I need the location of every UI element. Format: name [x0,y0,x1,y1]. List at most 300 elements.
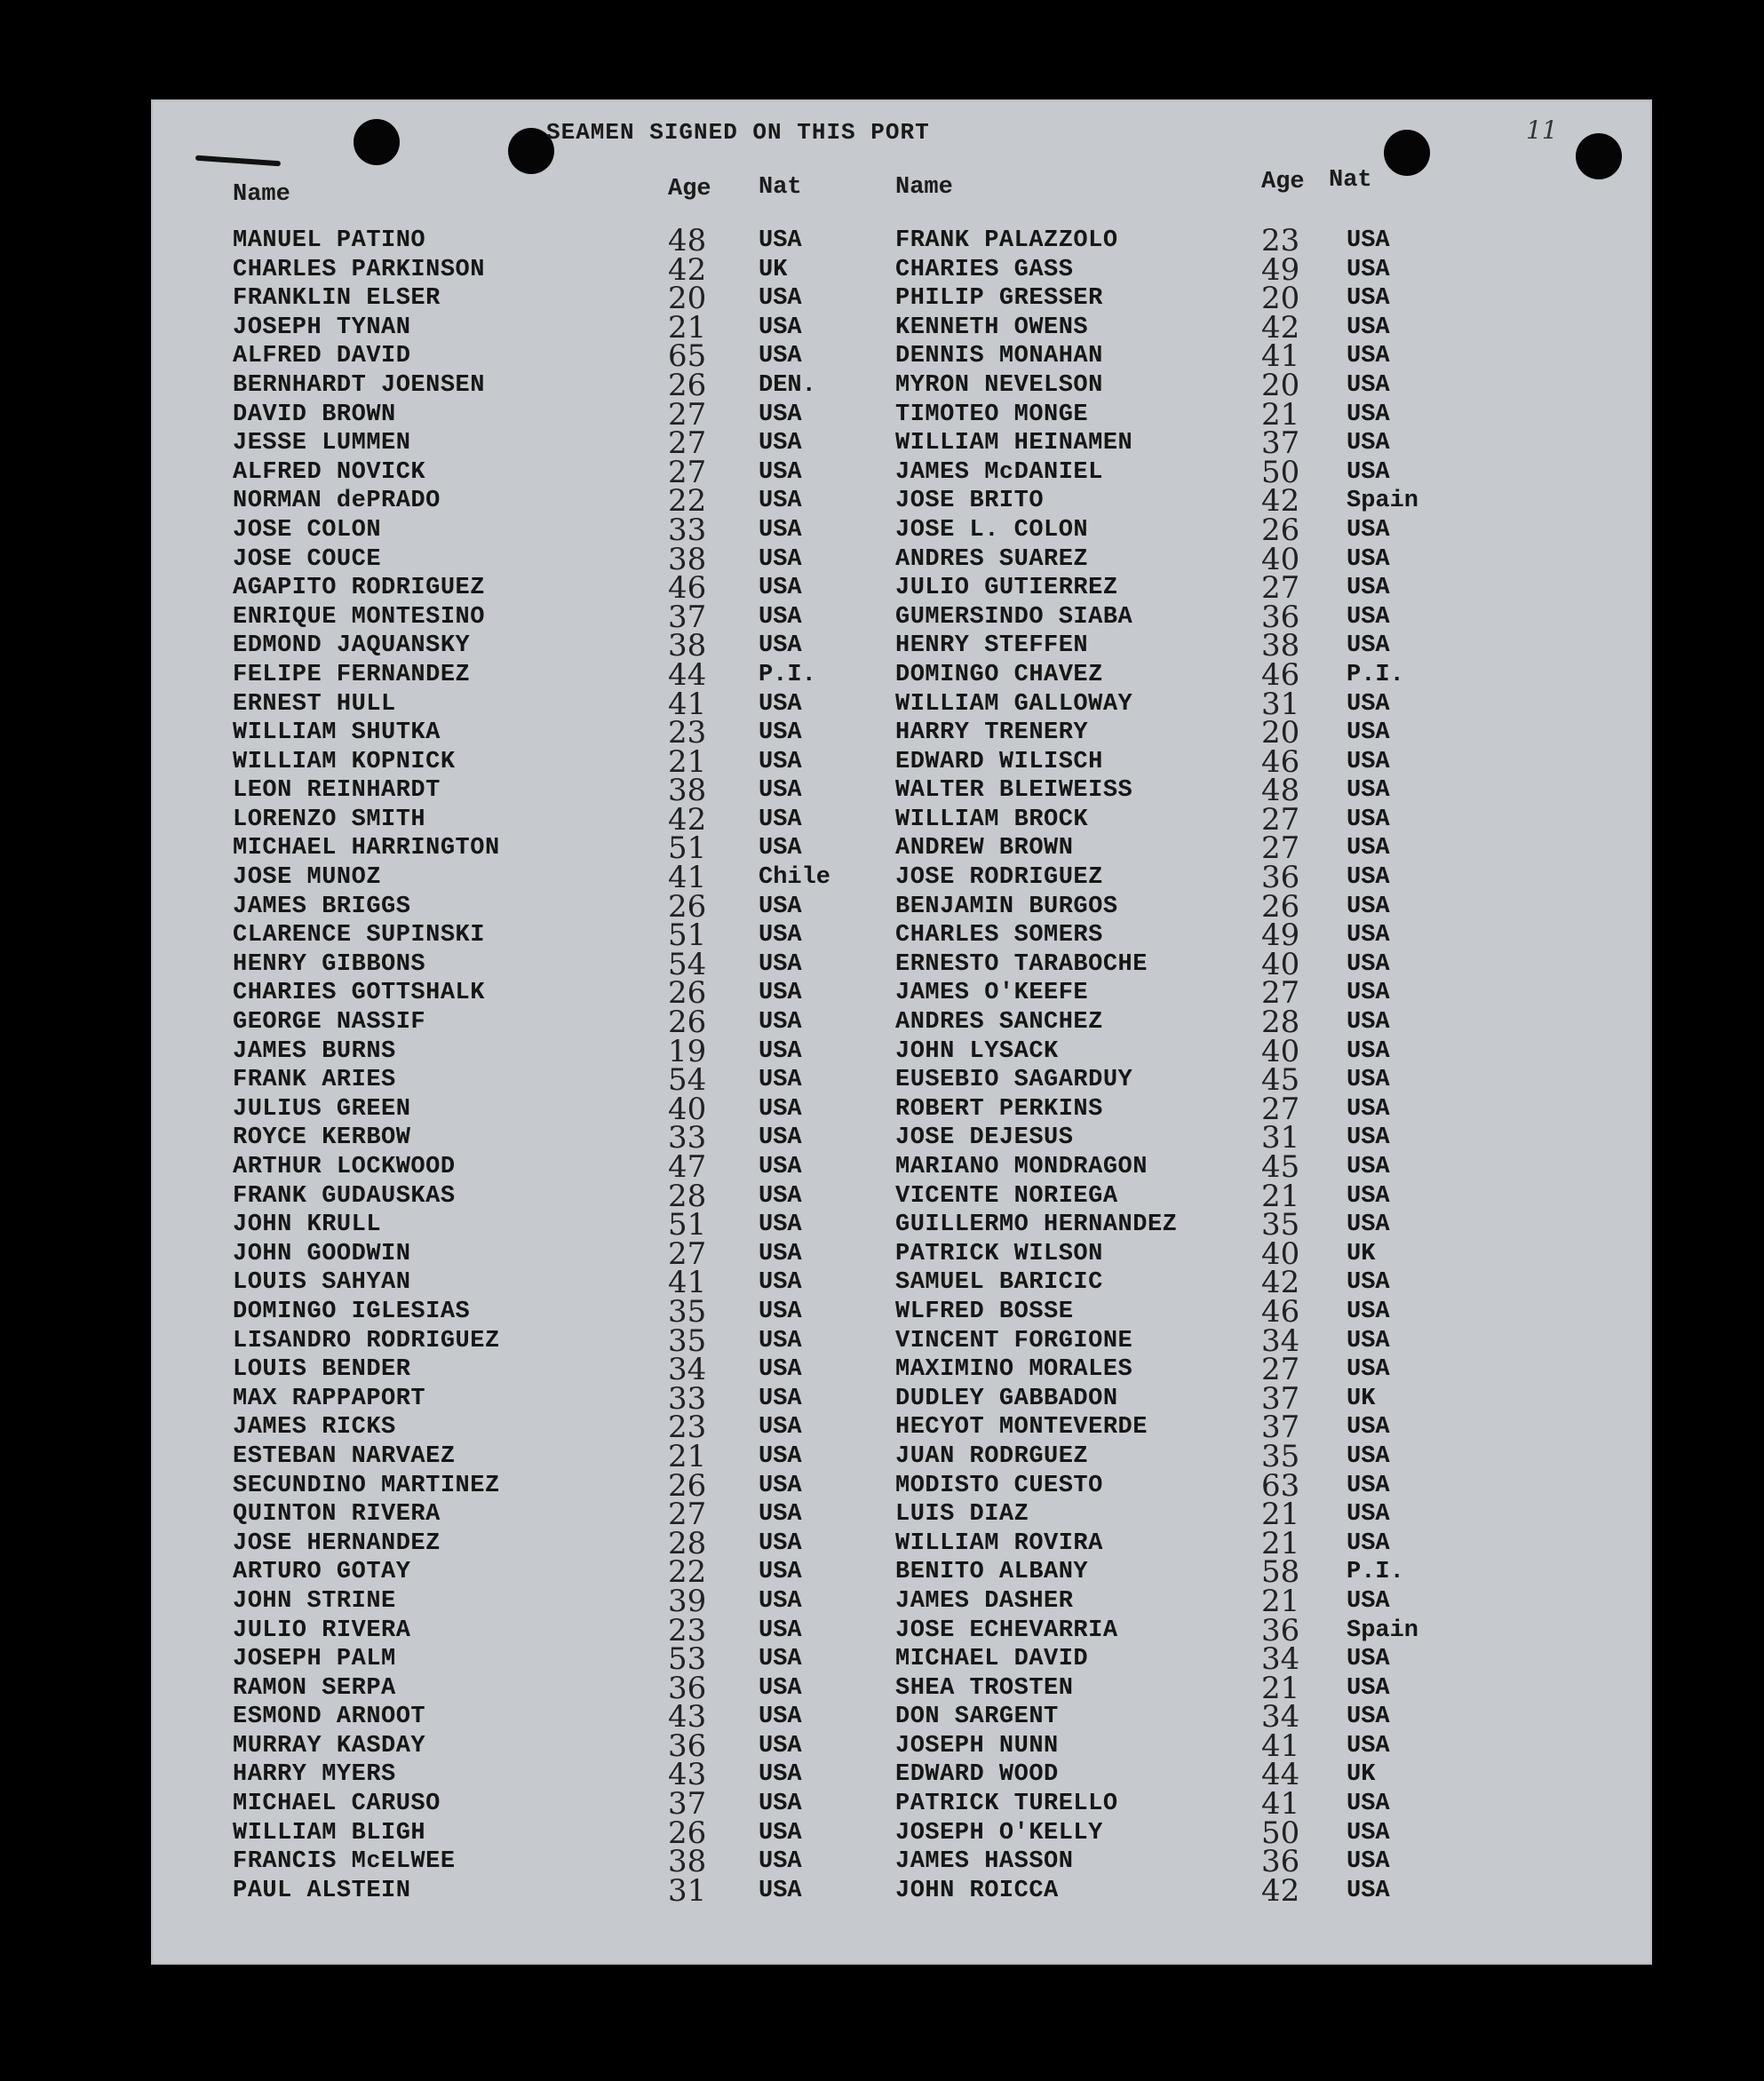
table-row [151,281,1652,317]
right-age-cell: 26 [1261,888,1300,925]
right-age-cell: 34 [1261,1322,1300,1359]
right-age-cell: 41 [1261,1728,1300,1764]
right-name-cell: HECYOT MONTEVERDE [895,1414,1148,1442]
left-nat-cell: USA [759,1356,802,1384]
left-nat-cell: USA [759,719,802,747]
left-name-cell: QUINTON RIVERA [233,1501,441,1529]
left-nat-cell: USA [759,1442,802,1470]
left-nat-cell: USA [759,1009,802,1037]
right-nat-cell: USA [1347,980,1390,1007]
right-age-cell: 21 [1261,1178,1300,1214]
right-age-cell: 27 [1261,801,1300,838]
right-name-cell: JUAN RODRGUEZ [895,1442,1089,1470]
right-age-cell: 40 [1261,946,1300,982]
right-nat-cell: USA [1347,1298,1390,1325]
left-nat-cell: USA [759,516,802,544]
table-row [151,483,1652,520]
right-nat-cell: USA [1347,1791,1390,1818]
right-age-cell: 27 [1261,1091,1300,1127]
left-age-cell: 42 [668,801,707,838]
left-name-cell: ERNEST HULL [233,690,396,718]
left-age-cell: 41 [668,860,707,896]
right-name-cell: PATRICK TURELLO [895,1791,1118,1818]
right-name-cell: DENNIS MONAHAN [895,343,1103,370]
right-nat-cell: USA [1347,430,1390,457]
left-name-cell: BERNHARDT JOENSEN [233,371,485,399]
right-name-cell: MYRON NEVELSON [895,371,1103,399]
right-age-cell: 63 [1261,1467,1300,1504]
table-row [151,1178,1652,1214]
left-nat-cell: USA [759,1674,802,1702]
right-nat-cell: USA [1347,1819,1390,1847]
right-name-cell: EDWARD WOOD [895,1761,1059,1789]
left-nat-cell: USA [759,1298,802,1325]
right-name-cell: TIMOTEO MONGE [895,401,1089,428]
left-age-cell: 23 [668,1410,707,1446]
left-name-cell: LEON REINHARDT [233,777,441,805]
left-age-cell: 36 [668,1670,707,1706]
right-age-cell: 36 [1261,1612,1300,1648]
table-row [151,1352,1652,1388]
right-name-cell: JOSEPH NUNN [895,1732,1059,1759]
left-nat-cell: USA [759,1529,802,1557]
left-age-cell: 39 [668,1583,707,1619]
table-row [151,1235,1652,1272]
right-age-cell: 44 [1261,1757,1300,1793]
left-age-cell: 26 [668,888,707,925]
table-row [151,1033,1652,1069]
right-nat-cell: USA [1347,1529,1390,1557]
right-age-cell: 36 [1261,1844,1300,1880]
right-nat-cell: USA [1347,227,1390,254]
table-row [151,1380,1652,1417]
right-nat-cell: USA [1347,864,1390,892]
right-name-cell: ERNESTO TARABOCHE [895,950,1148,978]
left-name-cell: JOHN GOODWIN [233,1240,411,1267]
table-row [151,1757,1652,1793]
left-name-cell: JOSEPH PALM [233,1646,396,1673]
left-age-cell: 22 [668,1554,707,1591]
left-nat-cell: USA [759,893,802,920]
document-page [151,99,1652,1965]
left-nat-cell: USA [759,488,802,515]
left-age-cell: 27 [668,454,707,490]
table-row [151,1410,1652,1446]
right-nat-cell: USA [1347,1442,1390,1470]
left-name-cell: MICHAEL CARUSO [233,1791,441,1818]
right-nat-cell: USA [1347,1587,1390,1615]
table-row [151,1815,1652,1851]
right-nat-cell: USA [1347,516,1390,544]
table-row [151,251,1652,288]
left-nat-cell: USA [759,1819,802,1847]
left-name-cell: JAMES BURNS [233,1037,396,1065]
left-name-cell: JOHN KRULL [233,1211,382,1239]
right-age-cell: 49 [1261,251,1300,288]
left-age-cell: 54 [668,1062,707,1099]
right-nat-cell: Spain [1347,1616,1419,1644]
right-name-cell: MARIANO MONDRAGON [895,1154,1148,1180]
right-nat-cell: Spain [1347,488,1419,515]
right-nat-cell: USA [1347,256,1390,283]
table-row [151,309,1652,346]
left-age-cell: 36 [668,1728,707,1764]
table-row [151,1438,1652,1474]
right-name-cell: CHARIES GASS [895,256,1074,283]
right-age-cell: 50 [1261,1815,1300,1851]
page-number: 11 [1526,115,1558,145]
right-name-cell: WILLIAM HEINAMEN [895,430,1133,457]
right-nat-cell: USA [1347,1414,1390,1442]
table-row [151,367,1652,403]
right-nat-cell: USA [1347,950,1390,978]
left-nat-cell: USA [759,1559,802,1586]
right-age-cell: 42 [1261,1265,1300,1301]
left-age-cell: 51 [668,917,707,954]
table-row [151,1728,1652,1764]
left-name-cell: PAUL ALSTEIN [233,1877,411,1904]
right-name-cell: BENJAMIN BURGOS [895,893,1118,920]
left-age-cell: 40 [668,1091,707,1127]
left-name-cell: WILLIAM BLIGH [233,1819,426,1847]
right-age-cell: 38 [1261,628,1300,664]
right-age-cell: 40 [1261,1235,1300,1272]
right-nat-cell: UK [1347,1240,1376,1267]
right-name-cell: JOHN ROICCA [895,1877,1059,1904]
left-nat-cell: USA [759,1269,802,1297]
right-age-cell: 36 [1261,599,1300,635]
left-name-cell: LOUIS SAHYAN [233,1269,411,1297]
left-name-cell: CHARIES GOTTSHALK [233,980,485,1007]
right-age-cell: 31 [1261,1120,1300,1156]
right-age-cell: 37 [1261,425,1300,462]
table-row [151,1554,1652,1591]
right-name-cell: DON SARGENT [895,1704,1059,1731]
right-name-cell: JOSE RODRIGUEZ [895,864,1103,892]
right-nat-cell: USA [1347,806,1390,833]
right-name-cell: JOSE DEJESUS [895,1124,1074,1152]
right-nat-cell: USA [1347,314,1390,341]
left-age-cell: 22 [668,483,707,520]
left-nat-cell: USA [759,1791,802,1818]
left-name-cell: ROYCE KERBOW [233,1124,411,1152]
table-row [151,715,1652,751]
table-row [151,830,1652,867]
left-age-cell: 28 [668,1525,707,1561]
table-row [151,1497,1652,1533]
right-nat-cell: USA [1347,1704,1390,1731]
header-right-name: Name [895,174,953,201]
right-age-cell: 49 [1261,917,1300,954]
right-age-cell: 20 [1261,367,1300,403]
right-nat-cell: USA [1347,690,1390,718]
left-age-cell: 43 [668,1757,707,1793]
right-age-cell: 20 [1261,281,1300,317]
right-age-cell: 35 [1261,1207,1300,1243]
left-nat-cell: USA [759,1501,802,1529]
left-nat-cell: USA [759,227,802,254]
left-age-cell: 43 [668,1699,707,1735]
left-age-cell: 27 [668,1235,707,1272]
table-row [151,773,1652,809]
left-nat-cell: USA [759,314,802,341]
right-name-cell: GUILLERMO HERNANDEZ [895,1211,1178,1239]
right-age-cell: 45 [1261,1062,1300,1099]
table-row [151,1322,1652,1359]
right-name-cell: JOSE BRITO [895,488,1045,515]
left-nat-cell: USA [759,401,802,428]
right-nat-cell: USA [1347,343,1390,370]
left-nat-cell: USA [759,835,802,862]
left-name-cell: WILLIAM SHUTKA [233,719,441,747]
table-row [151,1091,1652,1127]
page-title: SEAMEN SIGNED ON THIS PORT [546,119,930,146]
left-nat-cell: USA [759,1037,802,1065]
right-age-cell: 27 [1261,830,1300,867]
table-row [151,223,1652,258]
right-nat-cell: USA [1347,1095,1390,1123]
left-nat-cell: USA [759,1182,802,1210]
right-nat-cell: USA [1347,1356,1390,1384]
left-age-cell: 26 [668,1005,707,1041]
left-age-cell: 27 [668,1497,707,1533]
right-age-cell: 21 [1261,1525,1300,1561]
left-age-cell: 28 [668,1178,707,1214]
right-nat-cell: USA [1347,777,1390,805]
left-name-cell: WILLIAM KOPNICK [233,748,456,775]
left-age-cell: 42 [668,251,707,288]
right-nat-cell: USA [1347,632,1390,660]
left-nat-cell: USA [759,1414,802,1442]
right-name-cell: MAXIMINO MORALES [895,1356,1133,1384]
right-name-cell: JAMES McDANIEL [895,458,1103,486]
left-name-cell: EDMOND JAQUANSKY [233,632,471,660]
left-nat-cell: USA [759,1732,802,1759]
right-name-cell: WILLIAM BROCK [895,806,1089,833]
left-age-cell: 48 [668,223,707,258]
table-row [151,1844,1652,1880]
left-name-cell: SECUNDINO MARTINEZ [233,1472,500,1499]
table-row [151,512,1652,548]
left-name-cell: LISANDRO RODRIGUEZ [233,1327,500,1354]
right-name-cell: SAMUEL BARICIC [895,1269,1103,1297]
right-name-cell: KENNETH OWENS [895,314,1089,341]
left-name-cell: CHARLES PARKINSON [233,256,485,283]
right-nat-cell: UK [1347,1385,1376,1412]
right-nat-cell: P.I. [1347,1559,1404,1586]
right-age-cell: 50 [1261,454,1300,490]
right-nat-cell: USA [1347,893,1390,920]
table-row [151,1062,1652,1099]
left-name-cell: JOSEPH TYNAN [233,314,411,341]
right-name-cell: ANDREW BROWN [895,835,1074,862]
right-nat-cell: USA [1347,285,1390,313]
table-row [151,801,1652,838]
left-name-cell: GEORGE NASSIF [233,1009,426,1037]
right-age-cell: 31 [1261,686,1300,722]
left-age-cell: 20 [668,281,707,317]
left-name-cell: JOSE HERNANDEZ [233,1529,441,1557]
right-age-cell: 40 [1261,541,1300,577]
right-age-cell: 34 [1261,1641,1300,1678]
left-nat-cell: USA [759,1385,802,1412]
right-name-cell: DUDLEY GABBADON [895,1385,1118,1412]
left-name-cell: JAMES BRIGGS [233,893,411,920]
right-age-cell: 48 [1261,773,1300,809]
left-name-cell: MAX RAPPAPORT [233,1385,426,1412]
left-age-cell: 26 [668,975,707,1012]
left-age-cell: 34 [668,1352,707,1388]
left-age-cell: 37 [668,1786,707,1823]
table-row [151,1641,1652,1678]
left-name-cell: ALFRED NOVICK [233,458,426,486]
table-row [151,1786,1652,1823]
left-age-cell: 38 [668,773,707,809]
right-nat-cell: USA [1347,719,1390,747]
right-age-cell: 21 [1261,1670,1300,1706]
left-age-cell: 37 [668,599,707,635]
left-nat-cell: USA [759,690,802,718]
right-age-cell: 37 [1261,1380,1300,1417]
right-name-cell: VICENTE NORIEGA [895,1182,1118,1210]
left-age-cell: 26 [668,1467,707,1504]
right-nat-cell: USA [1347,1472,1390,1499]
left-age-cell: 21 [668,1438,707,1474]
table-row [151,425,1652,462]
right-nat-cell: USA [1347,371,1390,399]
left-age-cell: 65 [668,338,707,375]
right-nat-cell: USA [1347,545,1390,573]
table-row [151,1670,1652,1706]
table-row [151,860,1652,896]
left-age-cell: 46 [668,570,707,607]
left-age-cell: 23 [668,715,707,751]
right-age-cell: 46 [1261,743,1300,780]
left-nat-cell: USA [759,603,802,631]
right-nat-cell: USA [1347,401,1390,428]
left-name-cell: ENRIQUE MONTESINO [233,603,485,631]
left-nat-cell: USA [759,1124,802,1152]
right-name-cell: FRANK PALAZZOLO [895,227,1118,254]
right-age-cell: 23 [1261,223,1300,258]
right-nat-cell: USA [1347,1732,1390,1759]
left-age-cell: 33 [668,1380,707,1417]
left-nat-cell: USA [759,1761,802,1789]
punch-hole-left [354,119,400,165]
right-nat-cell: USA [1347,458,1390,486]
left-age-cell: 41 [668,1265,707,1301]
right-age-cell: 21 [1261,1497,1300,1533]
right-nat-cell: USA [1347,1154,1390,1180]
left-name-cell: HARRY MYERS [233,1761,396,1789]
left-name-cell: JOSE MUNOZ [233,864,382,892]
right-name-cell: HARRY TRENERY [895,719,1089,747]
left-name-cell: JOHN STRINE [233,1587,396,1615]
right-name-cell: ANDRES SANCHEZ [895,1009,1103,1037]
left-name-cell: HENRY GIBBONS [233,950,426,978]
right-age-cell: 40 [1261,1033,1300,1069]
left-name-cell: MANUEL PATINO [233,227,426,254]
right-name-cell: WILLIAM GALLOWAY [895,690,1133,718]
left-name-cell: ARTURO GOTAY [233,1559,411,1586]
table-row [151,975,1652,1012]
left-name-cell: MURRAY KASDAY [233,1732,426,1759]
left-age-cell: 27 [668,425,707,462]
left-name-cell: FRANK ARIES [233,1067,396,1094]
left-age-cell: 33 [668,1120,707,1156]
left-age-cell: 47 [668,1149,707,1185]
header-left-nat: Nat [759,174,802,201]
punch-hole-far-right [1576,133,1622,179]
left-age-cell: 23 [668,1612,707,1648]
table-row [151,1207,1652,1243]
left-nat-cell: USA [759,575,802,602]
right-name-cell: GUMERSINDO SIABA [895,603,1133,631]
right-age-cell: 42 [1261,309,1300,346]
right-nat-cell: USA [1347,1037,1390,1065]
right-nat-cell: USA [1347,1674,1390,1702]
right-age-cell: 41 [1261,338,1300,375]
left-name-cell: FRANKLIN ELSER [233,285,441,313]
left-name-cell: DAVID BROWN [233,401,396,428]
left-name-cell: CLARENCE SUPINSKI [233,922,485,949]
left-nat-cell: USA [759,458,802,486]
right-name-cell: JOSE ECHEVARRIA [895,1616,1118,1644]
right-age-cell: 42 [1261,1872,1300,1909]
table-row [151,1120,1652,1156]
table-row [151,570,1652,607]
left-nat-cell: Chile [759,864,831,892]
left-nat-cell: USA [759,430,802,457]
left-name-cell: FRANCIS McELWEE [233,1848,456,1876]
left-nat-cell: USA [759,545,802,573]
table-row [151,743,1652,780]
table-row [151,656,1652,693]
table-row [151,1612,1652,1648]
header-left-age: Age [668,176,711,203]
right-nat-cell: USA [1347,1009,1390,1037]
left-nat-cell: USA [759,1877,802,1904]
right-name-cell: WALTER BLEIWEISS [895,777,1133,805]
table-row [151,338,1652,375]
left-nat-cell: USA [759,1848,802,1876]
table-row [151,1149,1652,1185]
table-row [151,541,1652,577]
right-name-cell: EDWARD WILISCH [895,748,1103,775]
header-right-age: Age [1261,169,1305,195]
left-age-cell: 54 [668,946,707,982]
right-nat-cell: USA [1347,1269,1390,1297]
table-row [151,917,1652,954]
table-row [151,1005,1652,1041]
left-nat-cell: USA [759,777,802,805]
right-nat-cell: USA [1347,1067,1390,1094]
right-age-cell: 41 [1261,1786,1300,1823]
left-age-cell: 51 [668,1207,707,1243]
right-nat-cell: UK [1347,1761,1376,1789]
right-nat-cell: USA [1347,1848,1390,1876]
right-name-cell: PATRICK WILSON [895,1240,1103,1267]
left-name-cell: LOUIS BENDER [233,1356,411,1384]
header-right-nat: Nat [1329,167,1372,194]
right-name-cell: PHILIP GRESSER [895,285,1103,313]
left-name-cell: JOSE COLON [233,516,382,544]
left-age-cell: 35 [668,1293,707,1330]
right-age-cell: 26 [1261,512,1300,548]
right-name-cell: ANDRES SUAREZ [895,545,1089,573]
left-age-cell: 33 [668,512,707,548]
left-name-cell: ESTEBAN NARVAEZ [233,1442,456,1470]
